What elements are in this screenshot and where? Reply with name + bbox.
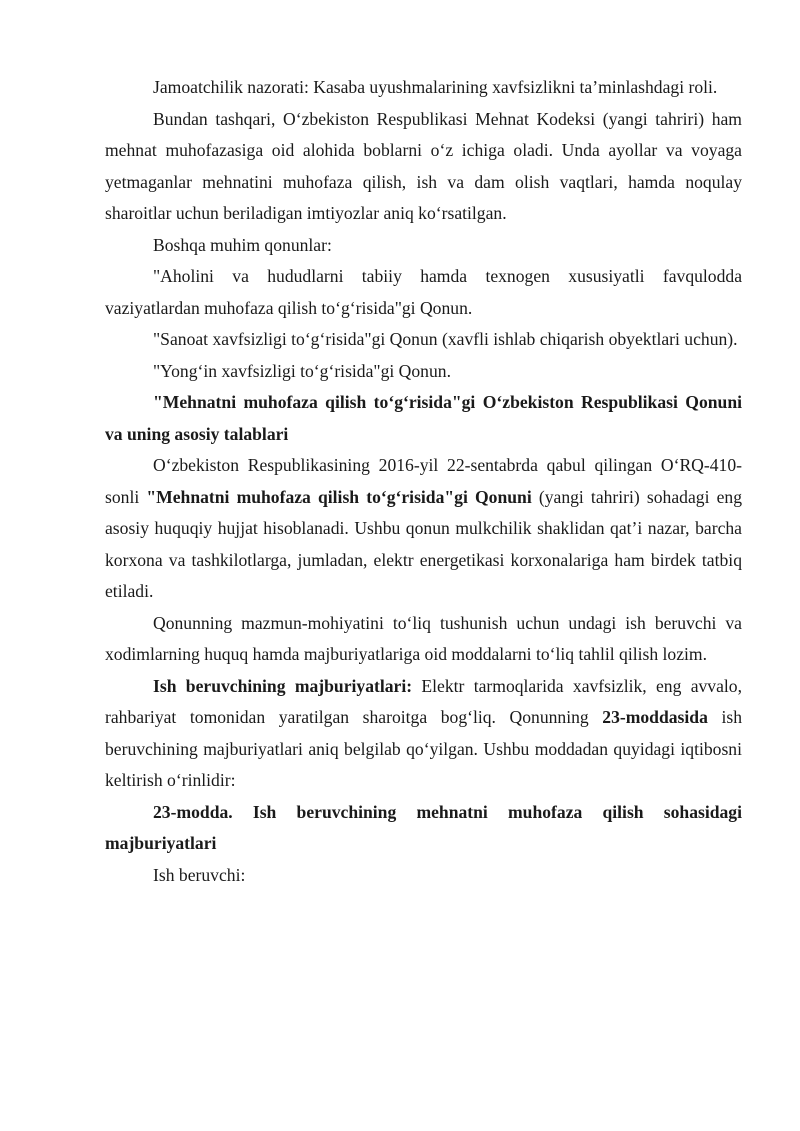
paragraph-other-laws-heading: Boshqa muhim qonunlar: bbox=[153, 234, 332, 255]
document-page bbox=[105, 72, 742, 891]
law-description-text-start: O‘zbekiston Respublikasining 2016-yil 22-sentabrda qabul qilingan O‘RQ-410-sonli bbox=[105, 455, 742, 507]
section-heading-article-23: 23-modda. Ish beruvchining mehnatni muhofaza qilish sohasidagi majburiyatlari bbox=[105, 801, 742, 853]
paragraph-law-fire-safety: "Yong‘in xavfsizligi to‘g‘risida"gi Qonun. bbox=[153, 360, 451, 381]
employer-duties-text-2: ish beruvchining majburiyatlari aniq belgilab qo‘yilgan. Ushbu moddadan quyidagi iqtibosni keltirish o‘rinlidir: bbox=[105, 707, 742, 790]
law-description-text-end: (yangi tahriri) sohadagi eng asosiy huquqiy hujjat hisoblanadi. Ushbu qonun mulkchilik shaklidan qat’i nazar, barcha korxona va tashkilotlarga, jumladan, elektr energetikasi korxonalariga ham birdek tatbiq etiladi. bbox=[105, 486, 742, 601]
paragraph-labor-code: Bundan tashqari, O‘zbekiston Respublikasi Mehnat Kodeksi (yangi tahriri) ham mehnat muhofazasiga oid alohida boblarni o‘z ichiga oladi. Unda ayollar va voyaga yetmaganlar mehnatini muhofaza qilish, ish va dam olish vaqtlari, hamda noqulay sharoitlar uchun beriladigan imtiyozlar aniq ko‘rsatilgan. bbox=[105, 108, 742, 223]
paragraph-law-emergency: "Aholini va hududlarni tabiiy hamda texnogen xususiyatli favqulodda vaziyatlardan muhofaza qilish to‘g‘risida"gi Qonun. bbox=[105, 266, 742, 318]
paragraph-law-industrial-safety: "Sanoat xavfsizligi to‘g‘risida"gi Qonun (xavfli ishlab chiqarish obyektlari uchun). bbox=[153, 329, 738, 349]
paragraph-law-analysis: Qonunning mazmun-mohiyatini to‘liq tushunish uchun undagi ish beruvchi va xodimlarning huquq hamda majburiyatlariga oid moddalarni to‘liq tahlil qilish lozim. bbox=[105, 612, 742, 664]
paragraph-law-description bbox=[105, 450, 742, 608]
paragraph-employer-duties bbox=[105, 671, 742, 797]
paragraph-employer: Ish beruvchi: bbox=[153, 864, 246, 885]
law-name-bold: "Mehnatni muhofaza qilish to‘g‘risida"gi Qonuni bbox=[146, 486, 532, 507]
section-heading-labor-protection-law: "Mehnatni muhofaza qilish to‘g‘risida"gi O‘zbekiston Respublikasi Qonuni va uning asosiy talablari bbox=[105, 392, 742, 444]
paragraph-public-control: Jamoatchilik nazorati: Kasaba uyushmalarining xavfsizlikni ta’minlashdagi roli. bbox=[153, 77, 718, 97]
employer-duties-text-1: Elektr tarmoqlarida xavfsizlik, eng avvalo, rahbariyat tomonidan yaratilgan sharoitga bog‘liq. Qonunning bbox=[105, 675, 742, 727]
employer-duties-label: Ish beruvchining majburiyatlari: bbox=[153, 675, 413, 696]
article-23-reference: 23-moddasida bbox=[602, 707, 708, 727]
